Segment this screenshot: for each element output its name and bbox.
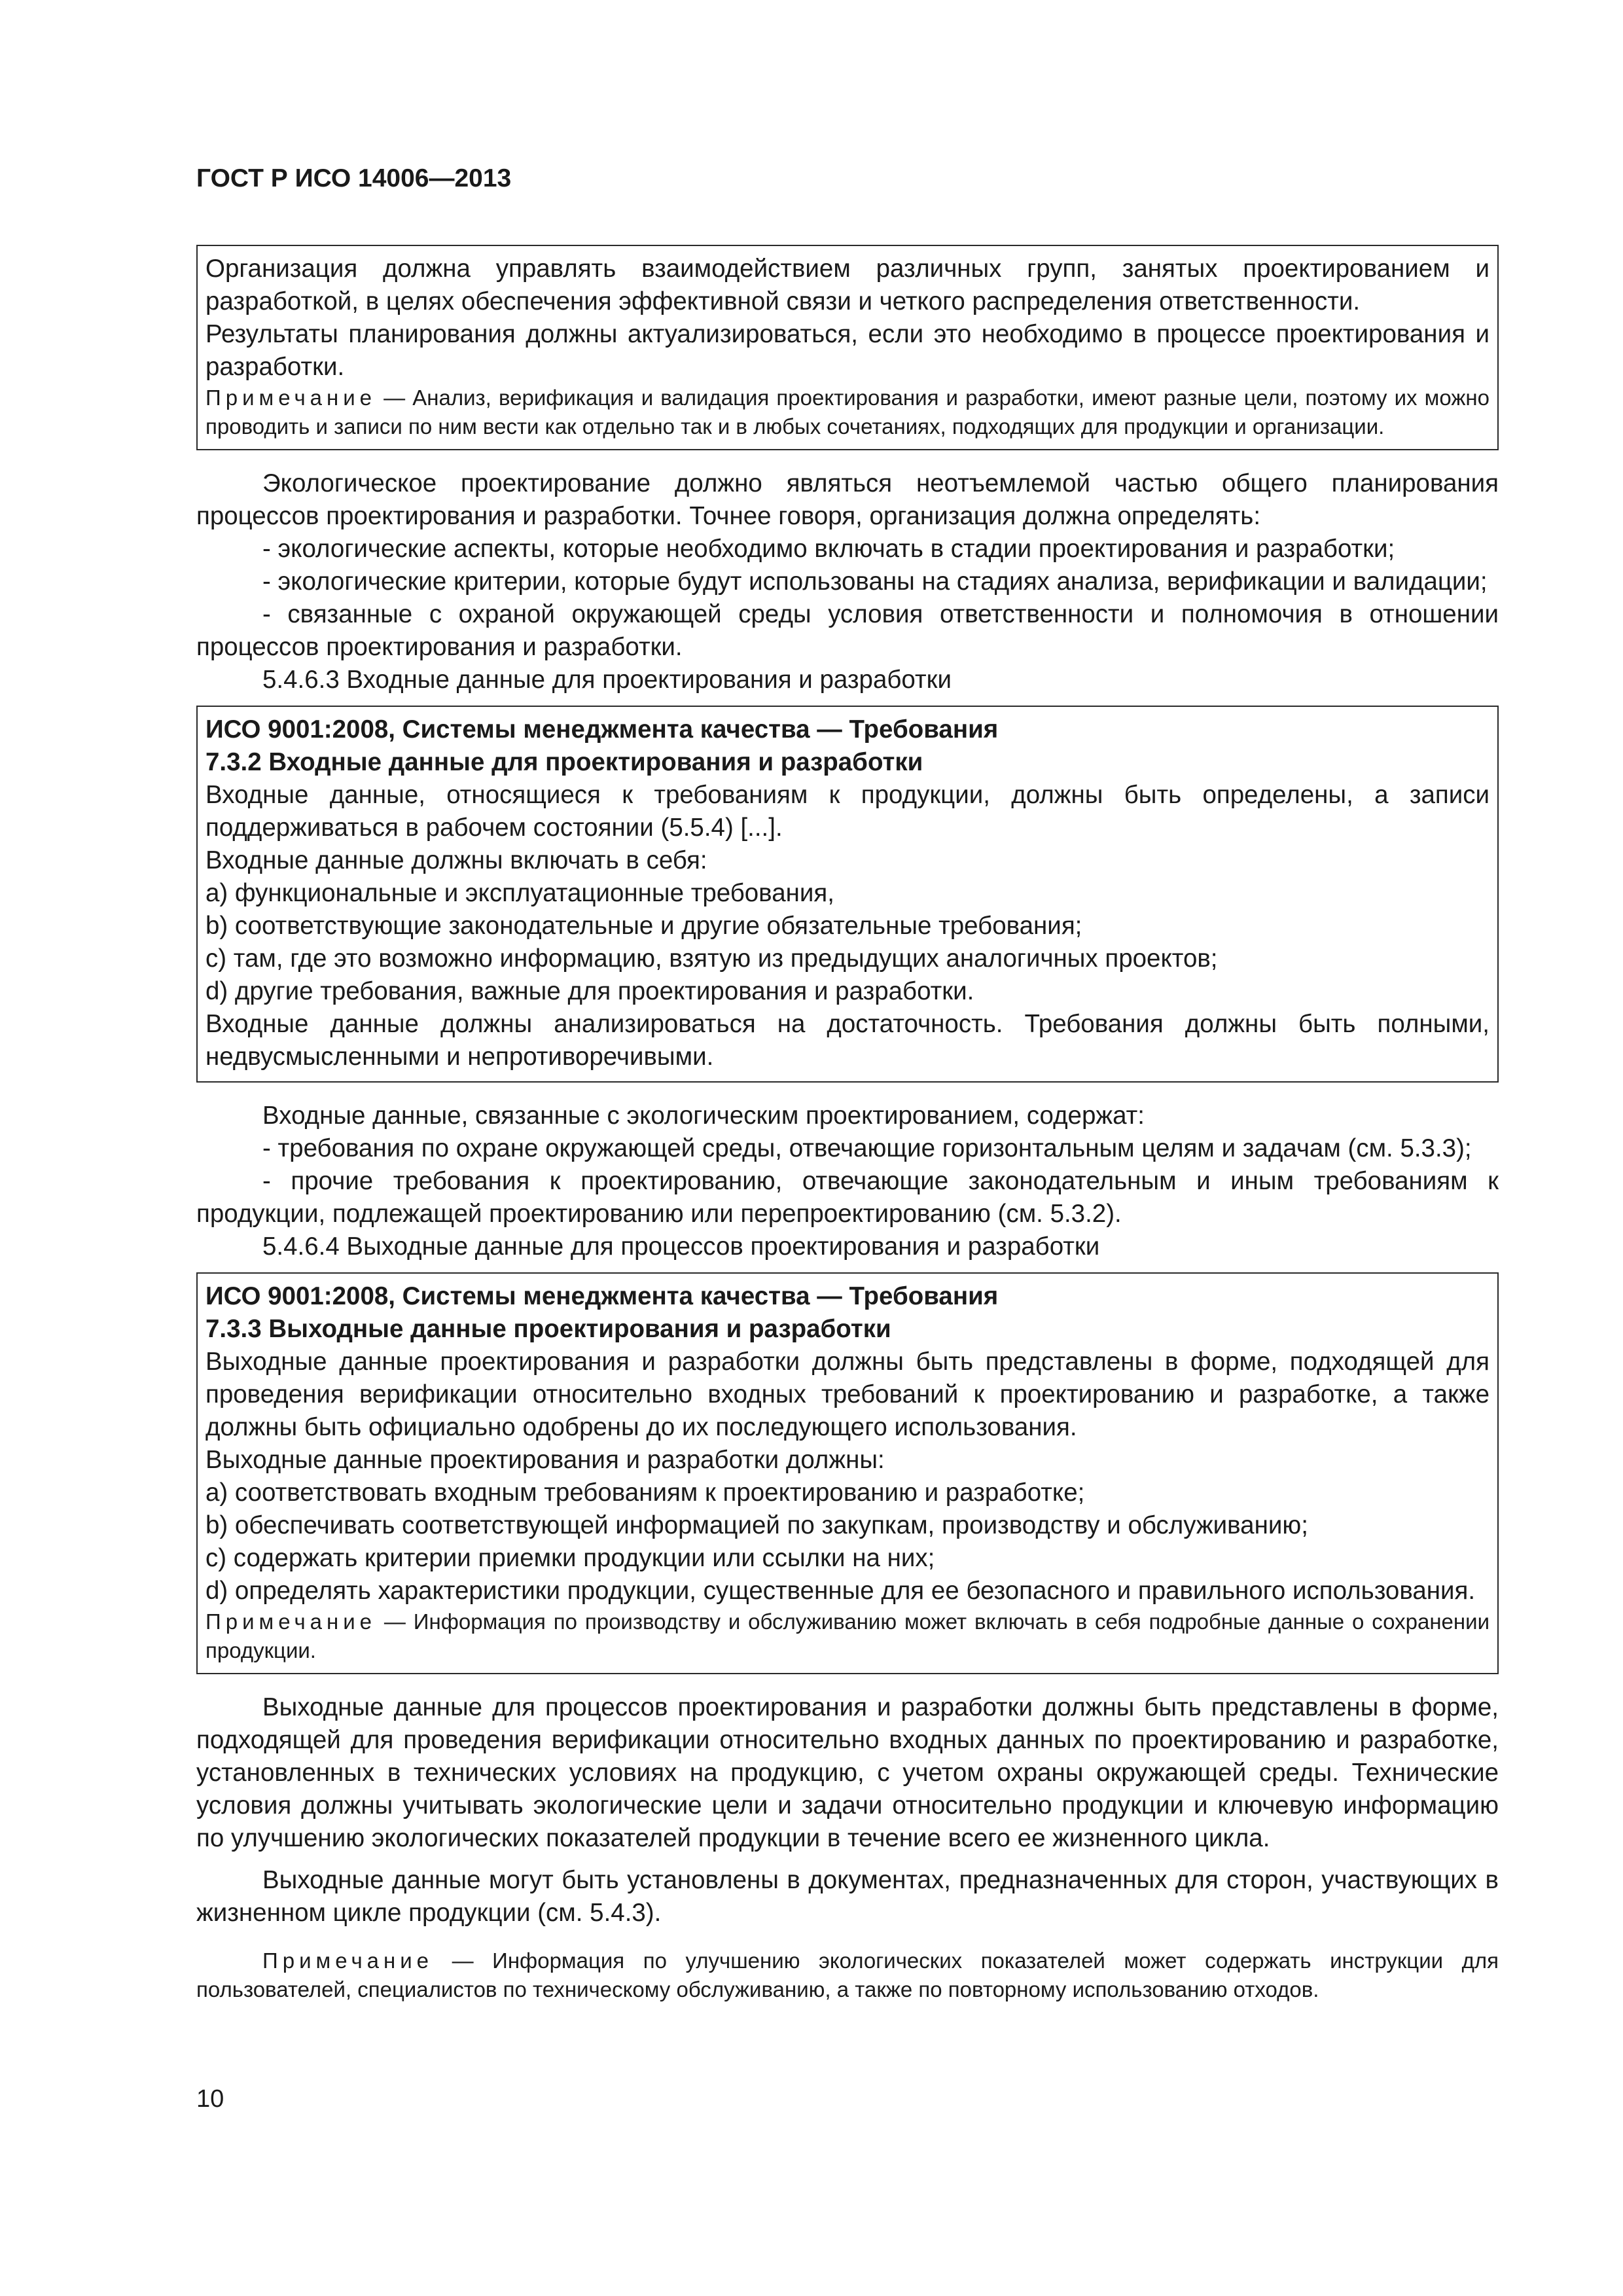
box-text: Организация должна управлять взаимодействием различных групп, занятых проектированием и разработкой, в целях обеспечения эффективной связи и четкого распределения ответственности. (205, 255, 1489, 315)
note-text: — Информация по производству и обслуживанию может включать в себя подробные данные о сохранении продукции. (205, 1609, 1489, 1662)
page-number: 10 (196, 2085, 224, 2113)
box-text: Входные данные, относящиеся к требованиям к продукции, должны быть определены, а записи поддерживаться в рабочем состоянии (5.5.4) [...]. (205, 781, 1489, 842)
list-item: - прочие требования к проектированию, отвечающие законодательным и иным требованиям к продукции, подлежащей проектированию или перепроектированию (см. 5.3.2). (196, 1167, 1499, 1228)
note-label: Примечание (262, 1948, 434, 1973)
eco-intro: Экологическое проектирование должно являться неотъемлемой частью общего планирования процессов проектирования и разработки. Точнее говоря, организация должна определять: (196, 469, 1499, 530)
note-text: — Анализ, верификация и валидация проектирования и разработки, имеют разные цели, поэтому их можно проводить и записи по ним вести как отдельно так и в любых сочетаниях, подходящих для продукции и организации. (205, 386, 1489, 439)
box-title: ИСО 9001:2008, Системы менеджмента качества — Требования (205, 1282, 999, 1310)
box-title: ИСО 9001:2008, Системы менеджмента качества — Требования (205, 715, 999, 744)
list-item: - требования по охране окружающей среды, отвечающие горизонтальным целям и задачам (см. 5.3.3); (262, 1134, 1472, 1162)
box-list-item: b) обеспечивать соответствующей информацией по закупкам, производству и обслуживанию; (205, 1511, 1308, 1539)
output-paragraph: Выходные данные для процессов проектирования и разработки должны быть представлены в форме, подходящей для проведения верификации относительно входных данных по проектированию и разработке, установленных в технических условиях на продукцию, с учетом охраны окружающей среды. Технические условия должны учитывать экологические цели и задачи относительно продукции и ключевую информацию по улучшению экологических показателей продукции в течение всего ее жизненного цикла. (196, 1693, 1499, 1852)
box-list-item: b) соответствующие законодательные и другие обязательные требования; (205, 912, 1082, 940)
box-list-item: a) соответствовать входным требованиям к проектированию и разработке; (205, 1479, 1085, 1507)
box-note (205, 384, 1489, 441)
output-note (196, 1946, 1499, 2004)
box-list-item: d) другие требования, важные для проектирования и разработки. (205, 977, 974, 1005)
section-heading: 5.4.6.4 Выходные данные для процессов проектирования и разработки (262, 1232, 1100, 1261)
box-subtitle: 7.3.3 Выходные данные проектирования и разработки (205, 1315, 891, 1343)
input-intro: Входные данные, связанные с экологическим проектированием, содержат: (262, 1102, 1145, 1130)
standard-title: ГОСТ Р ИСО 14006—2013 (196, 164, 512, 192)
list-item: - экологические аспекты, которые необходимо включать в стадии проектирования и разработки; (262, 535, 1395, 563)
document-page (196, 164, 1499, 2004)
box-text: Выходные данные проектирования и разработки должны быть представлены в форме, подходящей для проведения верификации относительно входных требований к проектированию и разработке, а также должны быть официально одобрены до их последующего использования. (205, 1348, 1489, 1441)
box-note (205, 1607, 1489, 1665)
box-text: Выходные данные проектирования и разработки должны: (205, 1446, 885, 1474)
box-list-item: c) там, где это возможно информацию, взятую из предыдущих аналогичных проектов; (205, 944, 1218, 973)
box-list-item: d) определять характеристики продукции, существенные для ее безопасного и правильного использования. (205, 1577, 1476, 1605)
box-list-item: c) содержать критерии приемки продукции или ссылки на них; (205, 1544, 935, 1572)
note-text: — Информация по улучшению экологических показателей может содержать инструкции для пользователей, специалистов по техническому обслуживанию, а также по повторному использованию отходов. (196, 1948, 1499, 2001)
box-text: Входные данные должны анализироваться на достаточность. Требования должны быть полными, недвусмысленными и непротиворечивыми. (205, 1010, 1489, 1071)
quote-box-output (196, 1272, 1499, 1674)
list-item: - связанные с охраной окружающей среды условия ответственности и полномочия в отношении процессов проектирования и разработки. (196, 600, 1499, 661)
box-text: Результаты планирования должны актуализироваться, если это необходимо в процессе проектирования и разработки. (205, 320, 1489, 381)
box-text: Входные данные должны включать в себя: (205, 846, 707, 874)
quote-box-planning (196, 245, 1499, 450)
note-label: Примечание (205, 1609, 377, 1634)
output-paragraph: Выходные данные могут быть установлены в документах, предназначенных для сторон, участвующих в жизненном цикле продукции (см. 5.4.3). (196, 1866, 1499, 1927)
box-subtitle: 7.3.2 Входные данные для проектирования и разработки (205, 748, 923, 776)
note-label: Примечание (205, 386, 377, 410)
list-item: - экологические критерии, которые будут использованы на стадиях анализа, верификации и валидации; (262, 567, 1488, 596)
box-list-item: a) функциональные и эксплуатационные требования, (205, 879, 834, 907)
quote-box-input (196, 706, 1499, 1083)
section-heading: 5.4.6.3 Входные данные для проектирования и разработки (262, 666, 952, 694)
